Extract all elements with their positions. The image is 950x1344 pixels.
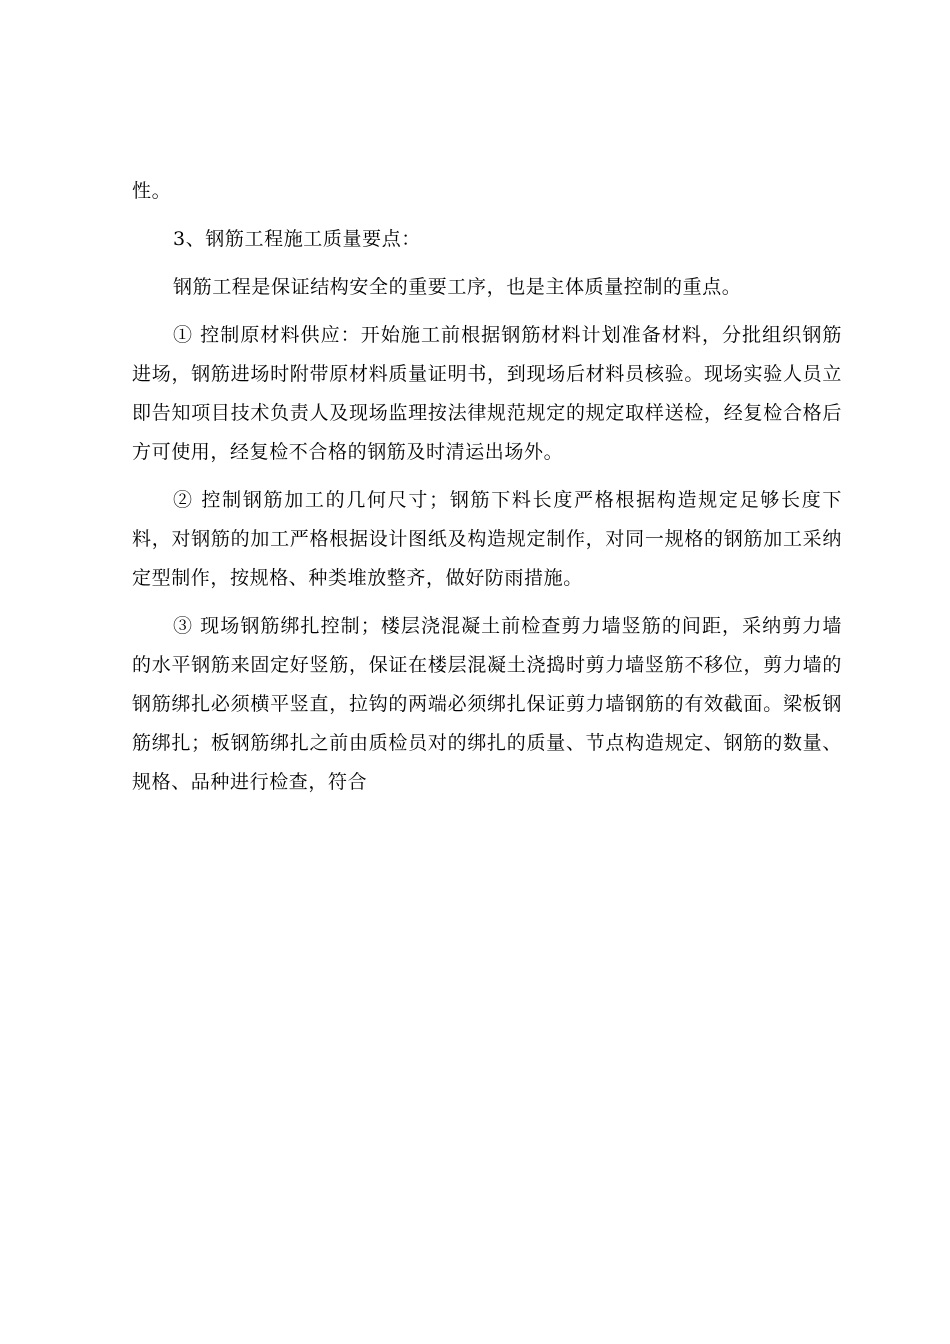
section-heading: 3、钢筋工程施工质量要点： [173, 228, 421, 250]
paragraph-intro: 钢筋工程是保证结构安全的重要工序，也是主体质量控制的重点。 [173, 276, 742, 298]
document-body [132, 172, 842, 811]
paragraph-item-3: ③ 现场钢筋绑扎控制；楼层浇混凝土前检查剪力墙竖筋的间距，采纳剪力墙的水平钢筋来固定好竖筋，保证在楼层混凝土浇捣时剪力墙竖筋不移位，剪力墙的钢筋绑扎必须横平竖直，拉钩的两端必须绑扎保证剪力墙钢筋的有效截面。梁板钢筋绑扎；板钢筋绑扎之前由质检员对的绑扎的质量、节点构造规定、钢筋的数量、规格、品种进行检查，符合 [132, 615, 842, 793]
paragraph-item-2: ② 控制钢筋加工的几何尺寸；钢筋下料长度严格根据构造规定足够长度下料，对钢筋的加工严格根据设计图纸及构造规定制作，对同一规格的钢筋加工采纳定型制作，按规格、种类堆放整齐，做好防雨措施。 [132, 489, 842, 589]
paragraph-item-1: ① 控制原材料供应：开始施工前根据钢筋材料计划准备材料，分批组织钢筋进场，钢筋进场时附带原材料质量证明书，到现场后材料员核验。现场实验人员立即告知项目技术负责人及现场监理按法律规范规定的规定取样送检，经复检合格后方可使用，经复检不合格的钢筋及时清运出场外。 [132, 324, 842, 463]
paragraph-continuation: 性。 [132, 180, 172, 202]
